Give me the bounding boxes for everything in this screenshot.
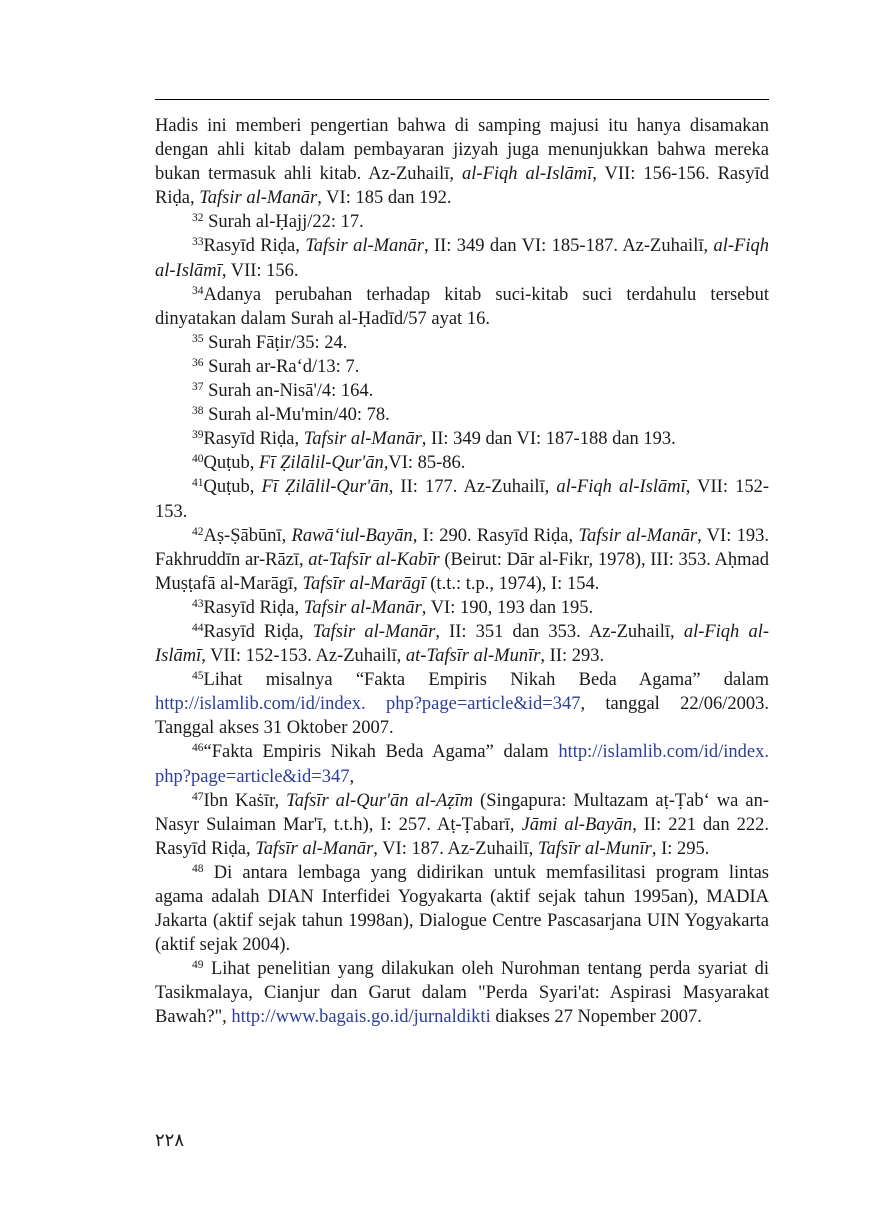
footnote-number: 40 — [192, 453, 204, 466]
footnote-separator-rule — [155, 99, 769, 100]
footnote-33: $^{33}$Rasyīd Riḍa, Tafsir al-Manār, II: 349 dan VI: 185-187. Az-Zuhailī, al-Fiqh al-Islāmī, VII: 156. — [155, 236, 769, 281]
footnote-number: 34 — [192, 284, 204, 297]
footnote-44: $^{44}$Rasyīd Riḍa, Tafsir al-Manār, II: 351 dan 353. Az-Zuhailī, al-Fiqh al-Islāmī, VII: 152-153. Az-Zuhailī, at-Tafsīr al-Munīr, II: 293. — [155, 621, 769, 667]
footnote-45: $^{45}$Lihat misalnya “Fakta Empiris Nikah Beda Agama” dalam http://islamlib.com/id/index. php?page=article&id=347, tanggal 22/06/2003. Tanggal akses 31 Oktober 2007. — [155, 670, 769, 739]
footnote-number: 45 — [192, 670, 204, 683]
footnote-number: 49 — [192, 959, 204, 972]
footnote-49: $^{49}$ Lihat penelitian yang dilakukan oleh Nurohman tentang perda syariat di Tasikmalaya, Cianjur dan Garut dalam "Perda Syari'at: Aspirasi Masyarakat Bawah?", http://www.bagais.go.id/jurnaldikti diakses 27 Nopember 2007. — [155, 959, 769, 1028]
footnote-46: $^{46}$“Fakta Empiris Nikah Beda Agama” dalam http://islamlib.com/id/index. php?page=article&id=347, — [155, 742, 769, 787]
footnote-38: $^{38}$ Surah al-Mu'min/40: 78. — [192, 405, 390, 426]
footnote-number: 46 — [192, 742, 204, 755]
page-number: ٢٢٨ — [155, 1130, 185, 1150]
bagais-link[interactable]: http://www.bagais.go.id/jurnaldikti — [231, 1007, 491, 1028]
footnote-32: $^{32}$ Surah al-Ḥajj/22: 17. — [192, 212, 364, 233]
footnote-41: $^{41}$Quṭub, Fī Ẓilālil-Qur'ān, II: 177. Az-Zuhailī, al-Fiqh al-Islāmī, VII: 152-153. — [155, 477, 770, 522]
footnote-continuation: Hadis ini memberi pengertian bahwa di samping majusi itu hanya disamakan dengan ahli kitab dalam pembayaran jizyah juga menunjukkan bahwa mereka bukan termasuk ahli kitab. Az-Zuhailī, al-Fiqh al-Islāmī, VII: 156-156. Rasyīd Riḍa, Tafsir al-Manār, VI: 185 dan 192. — [155, 116, 769, 209]
footnote-35: $^{35}$ Surah Fāṭir/35: 24. — [192, 332, 348, 353]
footnote-number: 37 — [192, 381, 204, 394]
islamlib-link[interactable]: http://islamlib.com/id/index. php?page=article&id=347 — [155, 742, 769, 787]
footnote-39: $^{39}$Rasyīd Riḍa, Tafsir al-Manār, II: 349 dan VI: 187-188 dan 193. — [192, 429, 676, 450]
footnote-number: 39 — [192, 429, 204, 442]
footnote-48: $^{48}$ Di antara lembaga yang didirikan untuk memfasilitasi program lintas agama adalah DIAN Interfidei Yogyakarta (aktif sejak tahun 1995an), MADIA Jakarta (aktif sejak tahun 1998an), Dialogue Centre Pascasarjana UIN Yogyakarta (aktif sejak 2004). — [155, 862, 769, 956]
footnotes-block — [155, 114, 769, 1030]
footnote-number: 38 — [192, 405, 204, 418]
footnote-40: $^{40}$Quṭub, Fī Ẓilālil-Qur'ān,VI: 85-86. — [192, 453, 466, 474]
footnote-number: 35 — [192, 332, 204, 345]
islamlib-link[interactable]: http://islamlib.com/id/index. php?page=article&id=347 — [155, 694, 581, 715]
footnote-number: 32 — [192, 212, 204, 225]
footnote-34: $^{34}$Adanya perubahan terhadap kitab suci-kitab suci terdahulu tersebut dinyatakan dalam Surah al-Ḥadīd/57 ayat 16. — [155, 284, 769, 329]
footnote-43: $^{43}$Rasyīd Riḍa, Tafsir al-Manār, VI: 190, 193 dan 195. — [192, 597, 594, 618]
footnote-number: 44 — [192, 621, 204, 634]
footnote-47: $^{47}$Ibn Kaṡīr, Tafsīr al-Qur'ān al-Aẓīm (Singapura: Multazam aṭ-Ṭab‘ wa an-Nasyr Sulaiman Mar'ī, t.t.h), I: 257. Aṭ-Ṭabarī, Jāmi al-Bayān, II: 221 dan 222. Rasyīd Riḍa, Tafsīr al-Manār, VI: 187. Az-Zuhailī, Tafsīr al-Munīr, I: 295. — [155, 790, 769, 859]
footnote-number: 36 — [192, 356, 204, 369]
footnote-number: 47 — [192, 790, 204, 803]
footnote-number: 43 — [192, 597, 204, 610]
footnote-36: $^{36}$ Surah ar-Ra‘d/13: 7. — [192, 356, 360, 377]
footnote-42: $^{42}$Aṣ-Ṣābūnī, Rawā‘iul-Bayān, I: 290. Rasyīd Riḍa, Tafsir al-Manār, VI: 193. Fakhruddīn ar-Rāzī, at-Tafsīr al-Kabīr (Beirut: Dār al-Fikr, 1978), III: 353. Aḥmad Muṣṭafā al-Marāgī, Tafsīr al-Marāgī (t.t.: t.p., 1974), I: 154. — [155, 525, 769, 594]
footnote-37: $^{37}$ Surah an-Nisā'/4: 164. — [192, 381, 374, 402]
footnote-number: 48 — [192, 862, 204, 875]
footnote-number: 42 — [192, 525, 204, 538]
footnote-number: 33 — [192, 236, 204, 249]
footnote-number: 41 — [192, 477, 204, 490]
